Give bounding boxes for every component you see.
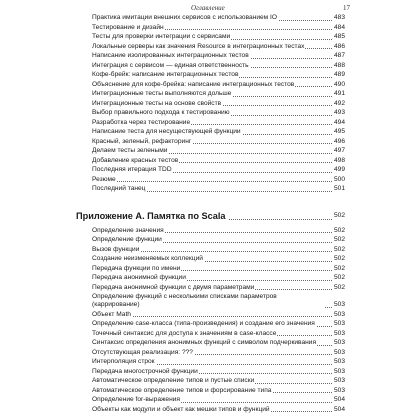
toc-entry-label: Интеграционные тесты выполняются дольше — [92, 90, 232, 97]
toc-entry-label: Написание изолированных интеграционных тестов — [92, 52, 249, 59]
toc-entry-label: Интеграция с сервисом — единая ответственность — [92, 61, 249, 69]
toc-entry-page: 488 — [334, 61, 346, 69]
running-header-title: Оглавление — [191, 4, 225, 12]
toc-entry-page: 489 — [334, 71, 346, 78]
toc-entry-page: 503 — [334, 301, 346, 308]
toc-entry[interactable] — [0, 89, 420, 99]
toc-entry[interactable] — [0, 292, 420, 310]
toc-entry[interactable] — [0, 51, 420, 61]
toc-entry[interactable] — [0, 310, 420, 320]
toc-entry[interactable] — [0, 283, 420, 293]
toc-entry-page: 503 — [334, 329, 346, 337]
toc-entry-label: Локальные серверы как значения Resource в интеграционных тестах — [92, 42, 305, 50]
toc-entry[interactable] — [0, 264, 420, 274]
toc-entry[interactable] — [0, 348, 420, 358]
toc-entry-label: Практика имитации внешних сервисов с использованием IO — [92, 14, 278, 21]
toc-entry-page: 493 — [334, 109, 346, 116]
toc-entry[interactable] — [0, 108, 420, 118]
table-of-contents — [0, 13, 420, 414]
toc-entry-page: 502 — [334, 264, 346, 272]
toc-entry-page: 492 — [334, 99, 346, 107]
toc-entry-page: 503 — [334, 367, 346, 375]
toc-entry-label: Автоматическое определение типов и форсирование типа — [92, 386, 272, 394]
toc-entry-page: 502 — [334, 283, 346, 291]
toc-entry[interactable] — [0, 118, 420, 128]
toc-entry-label: Последний танец — [92, 185, 146, 192]
toc-entry-page: 504 — [334, 396, 346, 403]
toc-entry[interactable] — [0, 146, 420, 156]
toc-entry-label: Выбор правильного подхода к тестированию — [92, 109, 230, 116]
toc-entry-label: Последняя итерация TDD — [92, 166, 172, 173]
toc-entry[interactable] — [0, 405, 420, 415]
toc-entry-label: Разработка через тестирование — [92, 118, 191, 126]
toc-entry[interactable] — [0, 245, 420, 255]
toc-entry-page: 495 — [334, 128, 346, 135]
toc-entry[interactable] — [0, 175, 420, 185]
toc-entry-label: Объяснение для кофе-брейка: написание интеграционных тестов — [92, 80, 295, 88]
toc-entry-label: Определение case-класса (типа-произведения) и создание его значения — [92, 320, 315, 327]
toc-entry[interactable] — [0, 357, 420, 367]
toc-entry-label: Передача анонимной функции с двумя параметрами — [92, 283, 255, 291]
toc-entry-label: Создание неизменяемых коллекций — [92, 255, 203, 262]
toc-entry-page: 503 — [334, 339, 346, 346]
toc-entry-page: 503 — [334, 320, 346, 327]
toc-entry[interactable] — [0, 376, 420, 386]
toc-entry-page: 502 — [334, 245, 346, 253]
toc-entry-label: Синтаксис определения анонимных функций с символом подчеркивания — [92, 339, 317, 346]
toc-entry-page: 486 — [334, 42, 346, 50]
toc-entry-page: 503 — [334, 386, 346, 394]
toc-entry-label: Вызов функции — [92, 245, 140, 253]
leader-dots — [92, 181, 344, 182]
toc-entry[interactable] — [0, 273, 420, 283]
toc-appendix-heading[interactable] — [0, 206, 420, 226]
toc-entry-label: Резюме — [92, 175, 116, 183]
toc-part1-list — [0, 13, 420, 194]
toc-entry[interactable] — [0, 165, 420, 175]
toc-entry[interactable] — [0, 329, 420, 339]
toc-entry-label: Определение for-выражения — [92, 396, 180, 403]
toc-entry-label: Кофе-брейк: написание интеграционных тестов — [92, 71, 239, 78]
toc-entry-label: Определение функций с несколькими списками параметров (каррирование) — [92, 293, 325, 310]
toc-entry-page: 502 — [334, 236, 346, 243]
toc-entry[interactable] — [0, 254, 420, 264]
toc-entry[interactable] — [0, 99, 420, 109]
toc-entry-label: Определение функции — [92, 236, 162, 243]
toc-entry[interactable] — [0, 386, 420, 396]
toc-entry[interactable] — [0, 13, 420, 23]
toc-entry-label: Тесты для проверки интеграции с сервисами — [92, 33, 231, 40]
toc-entry-label: Передача функции по имени — [92, 264, 181, 272]
toc-entry[interactable] — [0, 226, 420, 236]
toc-entry-page: 502 — [334, 255, 346, 262]
toc-entry-label: Объект Math — [92, 310, 131, 318]
toc-entry-label: Тестирование и дизайн — [92, 23, 164, 31]
toc-entry-page: 504 — [334, 405, 346, 413]
toc-entry[interactable] — [0, 42, 420, 52]
toc-entry-label: Автоматическое определение типов и пустые списки — [92, 377, 255, 384]
toc-entry-page: 499 — [334, 166, 346, 173]
toc-entry[interactable] — [0, 80, 420, 90]
toc-entry[interactable] — [0, 23, 420, 33]
toc-entry-page: 484 — [334, 23, 346, 31]
toc-entry-page: 502 — [334, 226, 346, 234]
toc-entry-page: 491 — [334, 90, 346, 97]
toc-entry[interactable] — [0, 70, 420, 80]
toc-entry-label: Отсутствующая реализация: ??? — [92, 348, 193, 356]
toc-entry-page: 498 — [334, 156, 346, 164]
toc-entry-label: Интеграционные тесты на основе свойств — [92, 99, 222, 107]
toc-entry-page: 503 — [334, 377, 346, 384]
toc-entry-page: 485 — [334, 33, 346, 40]
toc-entry[interactable] — [0, 32, 420, 42]
page-number: 17 — [343, 4, 350, 12]
toc-entry[interactable] — [0, 395, 420, 405]
toc-entry[interactable] — [0, 184, 420, 194]
toc-entry-page: 494 — [334, 118, 346, 126]
toc-entry-page: 503 — [334, 348, 346, 356]
toc-entry-page: 501 — [334, 185, 346, 192]
toc-entry-label: Передача многострочной функции — [92, 367, 198, 375]
toc-entry-page: 483 — [334, 14, 346, 21]
toc-entry-label: Написание теста для несуществующей функции — [92, 128, 241, 135]
toc-entry-page: 503 — [334, 358, 346, 365]
toc-entry-label: Объекты как модули и объект как мешки типов и функций — [92, 405, 270, 413]
toc-entry[interactable] — [0, 338, 420, 348]
toc-entry-page: 490 — [334, 80, 346, 88]
toc-entry[interactable] — [0, 127, 420, 137]
appendix-page: 502 — [333, 206, 345, 226]
toc-entry-page: 500 — [334, 175, 346, 183]
toc-entry-label: Точечный синтаксис для доступа к значениям в case-классе — [92, 329, 277, 337]
toc-entry-page: 487 — [334, 52, 346, 59]
toc-entry-page: 502 — [334, 274, 346, 281]
appendix-title: Приложение А. Памятка по Scala — [76, 206, 228, 226]
toc-appendix-list — [0, 226, 420, 415]
toc-entry[interactable] — [0, 137, 420, 147]
toc-entry-label: Делаем тесты зелеными — [92, 147, 168, 154]
toc-entry[interactable] — [0, 156, 420, 166]
toc-entry-label: Передача анонимной функции — [92, 274, 186, 281]
toc-entry-page: 503 — [334, 310, 346, 318]
toc-entry[interactable] — [0, 235, 420, 245]
toc-entry-label: Добавление красных тестов — [92, 156, 179, 164]
toc-entry-label: Интерполяция строк — [92, 358, 155, 365]
toc-entry-page: 496 — [334, 137, 346, 145]
toc-entry-label: Определение значения — [92, 226, 164, 234]
toc-entry[interactable] — [0, 319, 420, 329]
toc-entry[interactable] — [0, 367, 420, 377]
toc-entry[interactable] — [0, 61, 420, 71]
toc-entry-page: 497 — [334, 147, 346, 154]
toc-entry-label: Красный, зеленый, рефакторинг — [92, 137, 192, 145]
